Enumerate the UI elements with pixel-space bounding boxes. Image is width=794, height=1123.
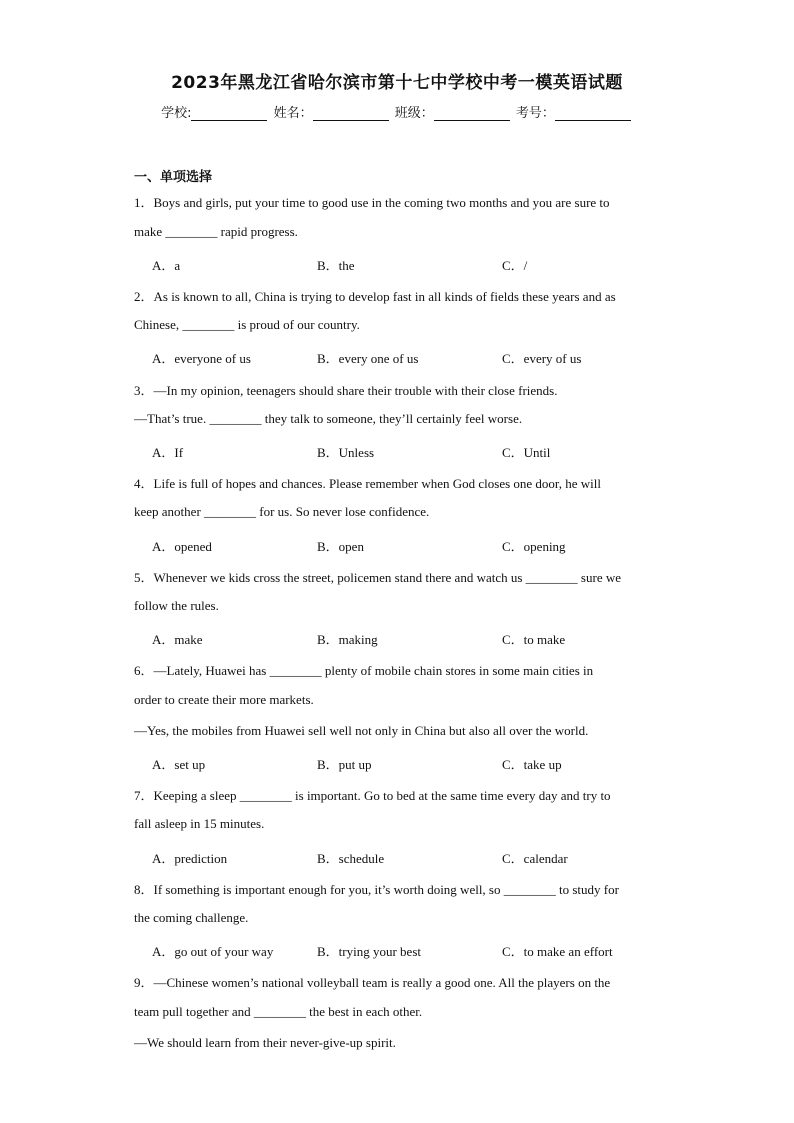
exam-number-label: 考号：: [515, 106, 555, 121]
class-blank[interactable]: [434, 106, 510, 121]
school-blank[interactable]: [191, 106, 267, 121]
section-title: 一、单项选择: [134, 170, 213, 185]
option-a[interactable]: A．everyone of us: [152, 351, 251, 366]
question-5-line-2: follow the rules.: [134, 598, 219, 613]
option-c[interactable]: C．take up: [502, 757, 562, 772]
question-6-options: [152, 754, 712, 772]
option-b[interactable]: B．Unless: [317, 445, 375, 460]
option-a[interactable]: A．set up: [152, 757, 206, 772]
question-4-line-1: 4．Life is full of hopes and chances. Please remember when God closes one door, he will: [134, 476, 601, 491]
question-2-line-1: 2．As is known to all, China is trying to develop fast in all kinds of fields these years and as: [134, 289, 616, 304]
question-1-line-2: make ________ rapid progress.: [134, 224, 298, 239]
question-4-line-2: keep another ________ for us. So never lose confidence.: [134, 504, 430, 519]
option-c[interactable]: C．Until: [502, 445, 551, 460]
option-b[interactable]: B．the: [317, 258, 355, 273]
question-1-line-1: 1．Boys and girls, put your time to good use in the coming two months and you are sure to: [134, 195, 610, 210]
question-7-line-1: 7．Keeping a sleep ________ is important. Go to bed at the same time every day and try to: [134, 788, 611, 803]
option-a[interactable]: A．prediction: [152, 851, 228, 866]
option-a[interactable]: A．opened: [152, 539, 212, 554]
question-1-options: [152, 255, 712, 273]
question-2-options: [152, 348, 712, 366]
option-b[interactable]: B．trying your best: [317, 944, 421, 959]
question-9-line-1: 9．—Chinese women’s national volleyball team is really a good one. All the players on the: [134, 975, 611, 990]
option-a[interactable]: A．If: [152, 445, 184, 460]
question-2-line-2: Chinese, ________ is proud of our country.: [134, 317, 360, 332]
class-label: 班级：: [394, 106, 434, 121]
question-6-line-3: —Yes, the mobiles from Huawei sell well not only in China but also all over the world.: [134, 723, 589, 738]
option-b[interactable]: B．every one of us: [317, 351, 419, 366]
option-b[interactable]: B．schedule: [317, 851, 385, 866]
question-8-line-2: the coming challenge.: [134, 910, 249, 925]
name-label: 姓名：: [273, 106, 313, 121]
option-b[interactable]: B．open: [317, 539, 364, 554]
question-5-options: [152, 629, 712, 647]
option-a[interactable]: A．make: [152, 632, 203, 647]
option-c[interactable]: C．every of us: [502, 351, 582, 366]
question-9-line-3: —We should learn from their never-give-up spirit.: [134, 1035, 396, 1050]
option-b[interactable]: B．making: [317, 632, 378, 647]
option-c[interactable]: C．calendar: [502, 851, 568, 866]
school-label: 学校:: [161, 106, 192, 121]
exam-number-blank[interactable]: [555, 106, 631, 121]
page-title: 2023年黑龙江省哈尔滨市第十七中学校中考一模英语试题: [171, 73, 623, 93]
option-c[interactable]: C．to make: [502, 632, 566, 647]
question-3-line-2: —That’s true. ________ they talk to someone, they’ll certainly feel worse.: [134, 411, 523, 426]
question-6-line-1: 6．—Lately, Huawei has ________ plenty of mobile chain stores in some main cities in: [134, 663, 594, 678]
question-6-line-2: order to create their more markets.: [134, 692, 314, 707]
option-c[interactable]: C．opening: [502, 539, 566, 554]
question-3-line-1: 3．—In my opinion, teenagers should share their trouble with their close friends.: [134, 383, 558, 398]
question-7-options: [152, 848, 712, 866]
question-8-options: [152, 941, 712, 959]
option-a[interactable]: A．go out of your way: [152, 944, 274, 959]
option-a[interactable]: A．a: [152, 258, 181, 273]
option-c[interactable]: C．/: [502, 258, 528, 273]
question-9-line-2: team pull together and ________ the best in each other.: [134, 1004, 423, 1019]
student-info-row: [0, 102, 794, 121]
question-8-line-1: 8．If something is important enough for you, it’s worth doing well, so ________ to study for: [134, 882, 619, 897]
option-b[interactable]: B．put up: [317, 757, 372, 772]
question-5-line-1: 5．Whenever we kids cross the street, policemen stand there and watch us ________ sure we: [134, 570, 621, 585]
question-4-options: [152, 536, 712, 554]
question-3-options: [152, 442, 712, 460]
name-blank[interactable]: [313, 106, 389, 121]
option-c[interactable]: C．to make an effort: [502, 944, 613, 959]
question-7-line-2: fall asleep in 15 minutes.: [134, 816, 265, 831]
